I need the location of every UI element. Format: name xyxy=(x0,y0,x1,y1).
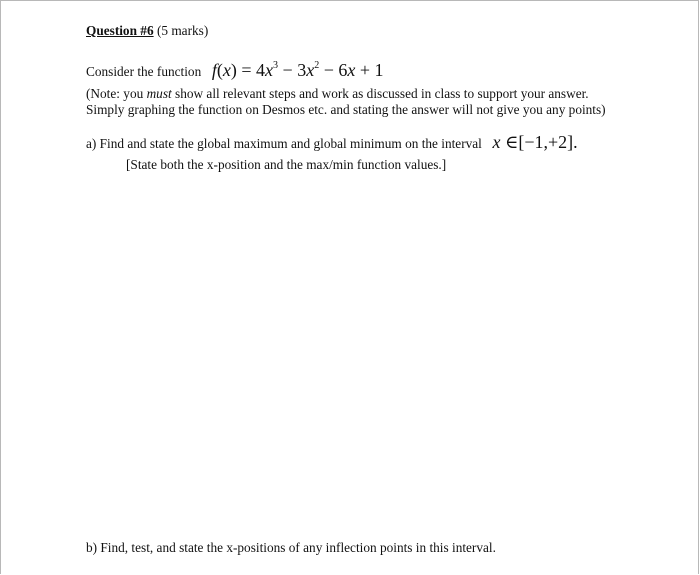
formula-part: − 6 xyxy=(319,60,348,80)
function-lead-text: Consider the function xyxy=(86,64,202,79)
interval-range: ∈[−1,+2]. xyxy=(500,132,578,152)
function-formula: $f(x) = 4x^3 - 3x^2 - 6x + 1$ xyxy=(211,60,384,80)
question-heading xyxy=(86,23,208,39)
part-a-hint: [State both the x-position and the max/min function values.] xyxy=(126,157,447,172)
note-text: show all relevant steps and work as discussed in class to support your answer. xyxy=(171,86,589,101)
note-emphasis: must xyxy=(146,86,172,101)
question-marks: (5 marks) xyxy=(156,23,209,38)
formula-exponent: 3 xyxy=(273,60,279,71)
formula-part: = 4 xyxy=(236,60,266,80)
part-a-interval xyxy=(493,132,578,152)
note-line-2: Simply graphing the function on Desmos etc. and stating the answer will not give you any points) xyxy=(86,102,606,117)
note-line-1 xyxy=(86,86,589,102)
part-a-text: a) Find and state the global maximum and global minimum on the interval xyxy=(86,136,482,151)
formula-var: x xyxy=(347,60,356,80)
function-name: f xyxy=(211,60,217,80)
formula-var: x xyxy=(265,60,274,80)
formula-part: + 1 xyxy=(355,60,384,80)
formula-exponent: 2 xyxy=(314,60,320,71)
function-variable: x xyxy=(222,60,231,80)
part-b: b) Find, test, and state the x-positions of any inflection points in this interval. xyxy=(86,540,496,555)
part-a xyxy=(86,132,578,153)
function-statement xyxy=(86,60,384,81)
formula-var: x xyxy=(306,60,315,80)
interval-var: x xyxy=(492,132,501,152)
note-text: (Note: you xyxy=(86,86,147,101)
formula-part: − 3 xyxy=(278,60,307,80)
question-title: Question #6 xyxy=(86,23,154,38)
